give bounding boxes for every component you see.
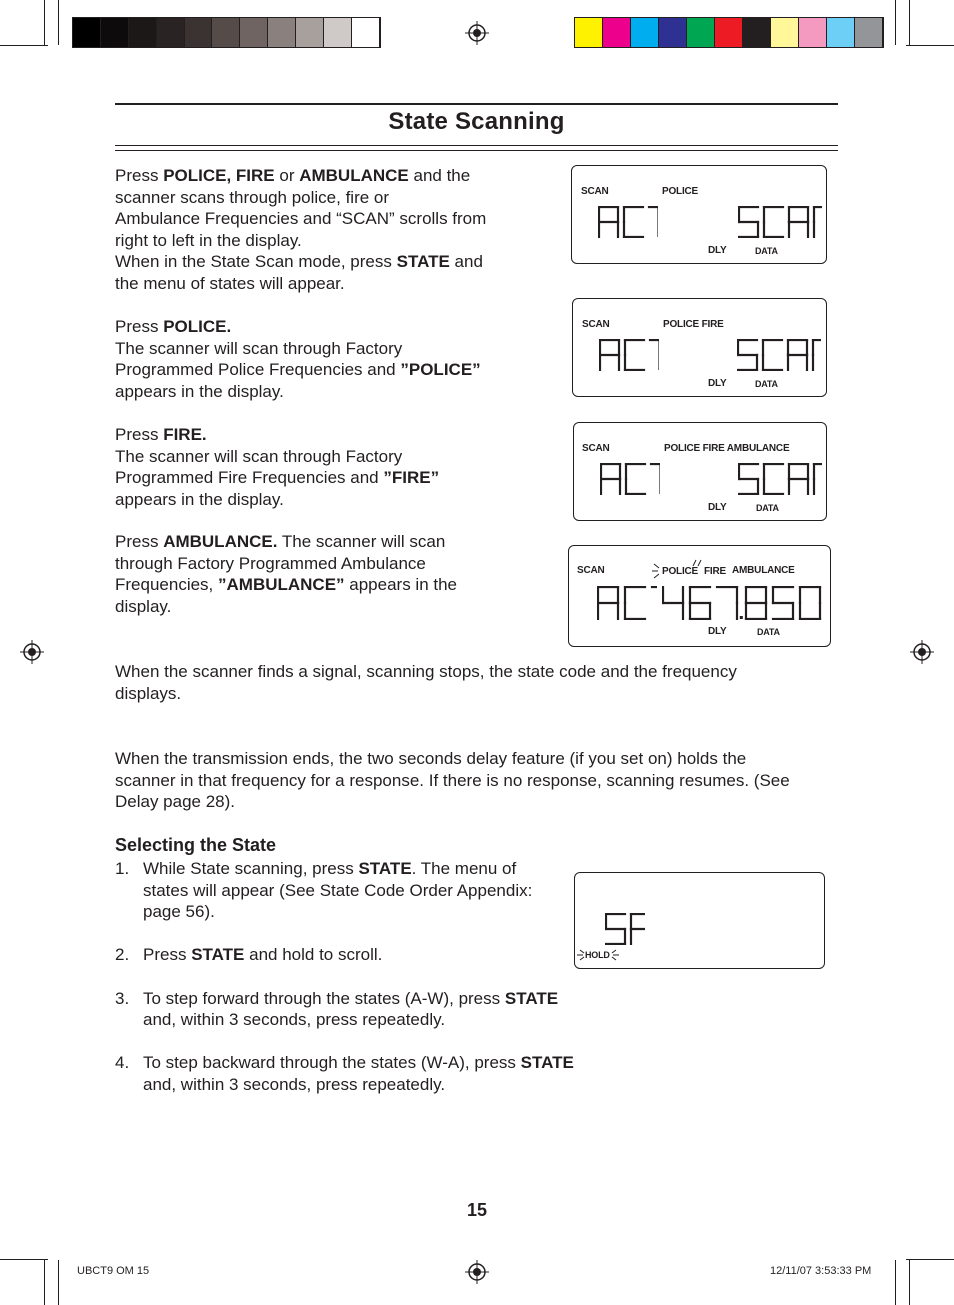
text: and, within 3 seconds, press repeatedly. [143, 1074, 446, 1094]
grayscale-color-bar [72, 17, 381, 48]
text: page 56). [143, 902, 215, 922]
scan-indicator: SCAN [577, 565, 605, 576]
text: Programmed Police Frequencies and [115, 360, 401, 380]
ambulance-indicator: AMBULANCE [732, 565, 795, 576]
crop-mark [58, 0, 59, 45]
quoted-ambulance: ”AMBULANCE” [218, 575, 345, 595]
data-indicator: DATA [755, 246, 778, 256]
status-indicator: POLICE FIRE [663, 319, 724, 330]
text: scanner in that frequency for a response. If there is no response, scanning resumes. (See [115, 770, 790, 790]
text: display. [115, 596, 172, 616]
color-swatch [575, 18, 603, 47]
lcd-display-police-fire [572, 298, 827, 397]
text: To step backward through the states (W-A), press [143, 1053, 521, 1073]
paragraph-police [115, 316, 481, 402]
color-swatch [296, 18, 324, 47]
registration-mark-icon [20, 640, 44, 664]
text: When the transmission ends, the two seconds delay feature (if you set on) holds the [115, 749, 747, 768]
list-item [115, 988, 574, 1031]
registration-mark-icon [465, 1260, 489, 1284]
title-bottom-rule [115, 150, 838, 151]
blink-icon [690, 558, 704, 568]
color-swatch [324, 18, 352, 47]
color-swatch [827, 18, 855, 47]
key-state: STATE [191, 945, 245, 965]
scan-indicator: SCAN [582, 319, 610, 330]
title-bottom-rule [115, 145, 838, 146]
crop-mark [909, 1260, 910, 1305]
key-ambulance: AMBULANCE [299, 166, 409, 185]
text: and [449, 252, 483, 272]
text: . The menu of [411, 859, 517, 878]
lcd-display-police-fire-ambulance [573, 422, 827, 521]
crop-mark [895, 1260, 896, 1305]
color-swatch [743, 18, 771, 47]
segment-frequency [662, 586, 824, 620]
data-indicator: DATA [757, 627, 780, 637]
text: Delay page 28). [115, 792, 236, 812]
key-police-fire: POLICE, FIRE [163, 166, 275, 185]
crop-mark [895, 0, 896, 45]
text: While State scanning, press [143, 859, 359, 878]
section-heading: Selecting the State [115, 835, 277, 855]
color-swatch [240, 18, 268, 47]
color-swatch [352, 18, 380, 47]
text: When the scanner finds a signal, scanning stops, the state code and the frequency [115, 662, 737, 681]
text: or [274, 166, 300, 185]
crop-mark [909, 0, 910, 45]
dly-indicator: DLY [708, 245, 727, 256]
text: The scanner will scan through Factory [115, 446, 403, 466]
key-state: STATE [520, 1053, 574, 1073]
color-swatch [715, 18, 743, 47]
title-top-rule [115, 103, 838, 105]
key-state: STATE [396, 252, 450, 272]
quoted-police: ”POLICE” [400, 360, 481, 380]
status-indicator: POLICE FIRE AMBULANCE [664, 443, 790, 454]
text: To step forward through the states (A-W), press [143, 988, 505, 1008]
step-number: 3. [115, 988, 130, 1008]
text: states will appear (See State Code Order Appendix: [143, 880, 533, 900]
paragraph-delay [115, 748, 790, 813]
key-state: STATE [358, 859, 412, 878]
steps-list [115, 858, 574, 1096]
lcd-display-frequency [568, 545, 831, 647]
page-number: 15 [466, 1200, 488, 1220]
list-item [115, 944, 574, 966]
text: scanner scans through police, fire or [115, 187, 390, 207]
text: and hold to scroll. [244, 945, 383, 965]
step-number: 1. [115, 859, 130, 878]
dly-indicator: DLY [708, 626, 727, 637]
color-swatch [659, 18, 687, 47]
color-swatch [603, 18, 631, 47]
text: and, within 3 seconds, press repeatedly. [143, 1010, 446, 1030]
footer-file-info: UBCT9 OM 15 [77, 1265, 150, 1277]
text: displays. [115, 683, 182, 703]
color-swatch [268, 18, 296, 47]
data-indicator: DATA [755, 379, 778, 389]
process-color-bar [574, 17, 884, 48]
text: and the [408, 166, 471, 185]
key-police: POLICE. [163, 317, 232, 336]
segment-text-left [600, 463, 660, 495]
registration-mark-icon [910, 640, 934, 664]
text: appears in the [344, 575, 458, 595]
paragraph-ambulance [115, 531, 457, 617]
crop-mark [44, 0, 45, 45]
paragraph-scan-intro [115, 165, 486, 295]
text: Frequencies, [115, 575, 218, 595]
text: Press [115, 532, 164, 551]
step-number: 2. [115, 945, 130, 965]
text: Programmed Fire Frequencies and [115, 468, 384, 488]
segment-text-right [737, 339, 821, 371]
text: right to left in the display. [115, 230, 302, 250]
lcd-display-state-select [574, 872, 825, 969]
step-number: 4. [115, 1053, 130, 1073]
crop-mark [58, 1260, 59, 1305]
segment-text-left [599, 339, 659, 371]
color-swatch [687, 18, 715, 47]
lcd-display-police [571, 165, 827, 264]
scan-indicator: SCAN [582, 443, 610, 454]
text: Press [115, 425, 164, 444]
color-swatch [631, 18, 659, 47]
registration-mark-icon [465, 21, 489, 45]
police-indicator: POLICE [662, 566, 699, 577]
scan-indicator: SCAN [581, 186, 609, 197]
crop-mark [906, 45, 954, 46]
dly-indicator: DLY [708, 378, 727, 389]
list-item [115, 858, 574, 923]
page-title: State Scanning [388, 108, 565, 135]
crop-mark [0, 45, 48, 46]
segment-state-code [605, 913, 645, 945]
paragraph-fire [115, 424, 439, 510]
color-swatch [185, 18, 213, 47]
crop-mark [0, 1259, 48, 1260]
list-item [115, 1052, 574, 1095]
text: through Factory Programmed Ambulance [115, 553, 426, 573]
color-swatch [212, 18, 240, 47]
text: The scanner will scan [277, 532, 446, 551]
text: Press [143, 945, 192, 965]
text: Ambulance Frequencies and “SCAN” scrolls from [115, 209, 487, 229]
dly-indicator: DLY [708, 502, 727, 513]
fire-indicator: FIRE [704, 566, 726, 577]
text: the menu of states will appear. [115, 273, 345, 293]
color-swatch [101, 18, 129, 47]
color-swatch [799, 18, 827, 47]
footer-timestamp: 12/11/07 3:53:33 PM [770, 1265, 872, 1277]
text: appears in the display. [115, 381, 284, 401]
segment-text-right [738, 463, 822, 495]
text: The scanner will scan through Factory [115, 338, 403, 358]
crop-mark [906, 1259, 954, 1260]
key-fire: FIRE. [163, 425, 207, 444]
crop-mark [44, 1260, 45, 1305]
text: appears in the display. [115, 489, 284, 509]
status-indicator: POLICE [662, 186, 699, 197]
text: When in the State Scan mode, press [115, 252, 397, 272]
quoted-fire: ”FIRE” [383, 468, 440, 488]
color-swatch [129, 18, 157, 47]
text: Press [115, 317, 164, 336]
segment-text-right [738, 206, 822, 238]
paragraph-signal-found [115, 661, 737, 704]
hold-indicator: HOLD [585, 950, 610, 960]
key-ambulance: AMBULANCE. [163, 532, 278, 551]
color-swatch [157, 18, 185, 47]
data-indicator: DATA [756, 503, 779, 513]
key-state: STATE [504, 988, 559, 1008]
color-swatch [73, 18, 101, 47]
segment-text-left [597, 586, 657, 620]
text: Press [115, 166, 164, 185]
color-swatch [771, 18, 799, 47]
color-swatch [855, 18, 883, 47]
segment-text-left [598, 206, 658, 238]
